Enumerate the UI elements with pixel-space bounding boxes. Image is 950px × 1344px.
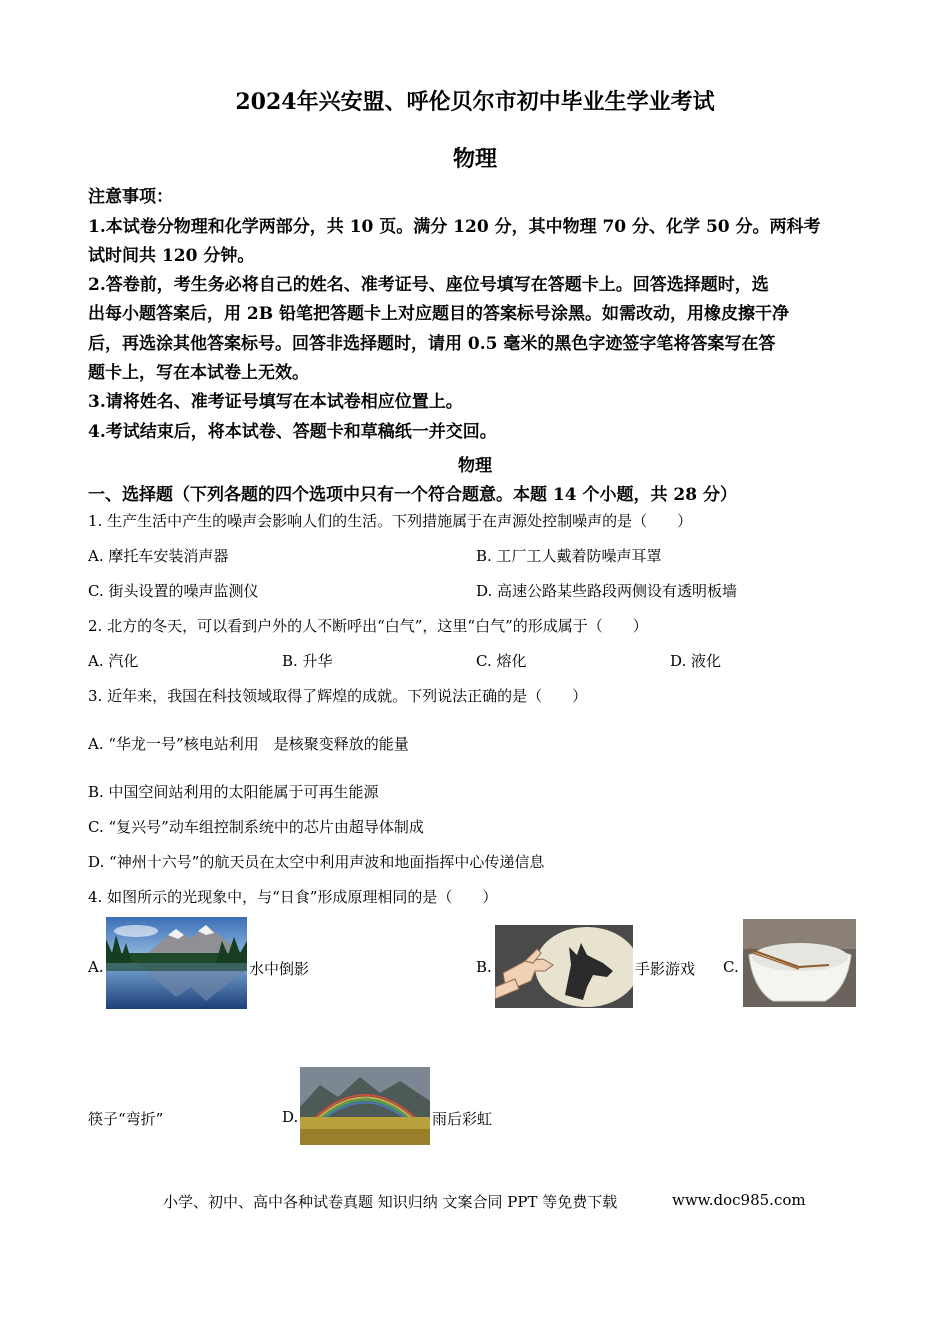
q1-option-d: D. 高速公路某些路段两侧设有透明板墙 (476, 582, 738, 600)
q1-option-b: B. 工厂工人戴着防噪声耳罩 (476, 547, 662, 565)
q4-option-d-text: 雨后彩虹 (432, 1110, 493, 1128)
q4-option-b-text: 手影游戏 (635, 960, 696, 978)
q1-option-a: A. 摩托车安装消声器 (88, 547, 229, 565)
section-subject: 物理 (458, 456, 492, 476)
q3-option-b: B. 中国空间站利用的太阳能属于可再生能源 (88, 783, 379, 801)
q2-option-a: A. 汽化 (88, 652, 139, 670)
section-heading: 一、选择题（下列各题的四个选项中只有一个符合题意。本题 14 个小题，共 28 分） (88, 485, 737, 505)
rainbow-image (300, 1067, 430, 1145)
notes-heading: 注意事项： (88, 187, 173, 207)
note-2-line-4: 题卡上，写在本试卷上无效。 (88, 363, 309, 383)
hand-shadow-image (495, 925, 633, 1008)
footer-text: 小学、初中、高中各种试卷真题 知识归纳 文案合同 PPT 等免费下载 (163, 1193, 618, 1211)
q4-option-b-letter: B. (476, 958, 492, 976)
q4-option-c-text: 筷子“弯折” (88, 1110, 164, 1128)
subject-title: 物理 (452, 146, 497, 172)
footer-link[interactable]: www.doc985.com (672, 1191, 806, 1209)
q2-option-d: D. 液化 (670, 652, 722, 670)
note-2-line-1: 2.答卷前，考生务必将自己的姓名、准考证号、座位号填写在答题卡上。回答选择题时，选 (88, 275, 769, 295)
note-2-line-2: 出每小题答案后，用 2B 铅笔把答题卡上对应题目的答案标号涂黑。如需改动，用橡皮擦干净 (88, 304, 790, 324)
q2-option-b: B. 升华 (282, 652, 333, 670)
note-2-line-3: 后，再选涂其他答案标号。回答非选择题时，请用 0.5 毫米的黑色字迹签字笔将答案写在答 (88, 334, 776, 354)
note-4: 4.考试结束后，将本试卷、答题卡和草稿纸一并交回。 (88, 422, 497, 442)
q4-stem: 4. 如图所示的光现象中，与“日食”形成原理相同的是（ ） (88, 888, 498, 906)
q2-stem: 2. 北方的冬天，可以看到户外的人不断呼出“白气”，这里“白气”的形成属于（ ） (88, 617, 648, 635)
q3-stem: 3. 近年来，我国在科技领域取得了辉煌的成就。下列说法正确的是（ ） (88, 687, 588, 705)
note-1-line-2: 试时间共 120 分钟。 (88, 246, 255, 266)
exam-title: 2024年兴安盟、呼伦贝尔市初中毕业生学业考试 (235, 89, 715, 115)
note-1-line-1: 1.本试卷分物理和化学两部分，共 10 页。满分 120 分，其中物理 70 分、化学 50 分。两科考 (88, 217, 821, 237)
q3-option-a: A. “华龙一号”核电站利用 是核聚变释放的能量 (88, 735, 409, 753)
q4-option-d-letter: D. (282, 1108, 299, 1126)
q3-option-c: C. “复兴号”动车组控制系统中的芯片由超导体制成 (88, 818, 424, 836)
q3-option-d: D. “神州十六号”的航天员在太空中利用声波和地面指挥中心传递信息 (88, 853, 545, 871)
q1-stem: 1. 生产生活中产生的噪声会影响人们的生活。下列措施属于在声源处控制噪声的是（ ） (88, 512, 693, 530)
note-3: 3.请将姓名、准考证号填写在本试卷相应位置上。 (88, 392, 463, 412)
q2-option-c: C. 熔化 (476, 652, 527, 670)
lake-reflection-image (106, 917, 247, 1009)
q1-option-c: C. 街头设置的噪声监测仪 (88, 582, 259, 600)
q4-option-c-letter: C. (723, 958, 739, 976)
chopsticks-bowl-image (743, 919, 856, 1007)
q4-option-a-text: 水中倒影 (249, 960, 310, 978)
q4-option-a-letter: A. (88, 958, 104, 976)
